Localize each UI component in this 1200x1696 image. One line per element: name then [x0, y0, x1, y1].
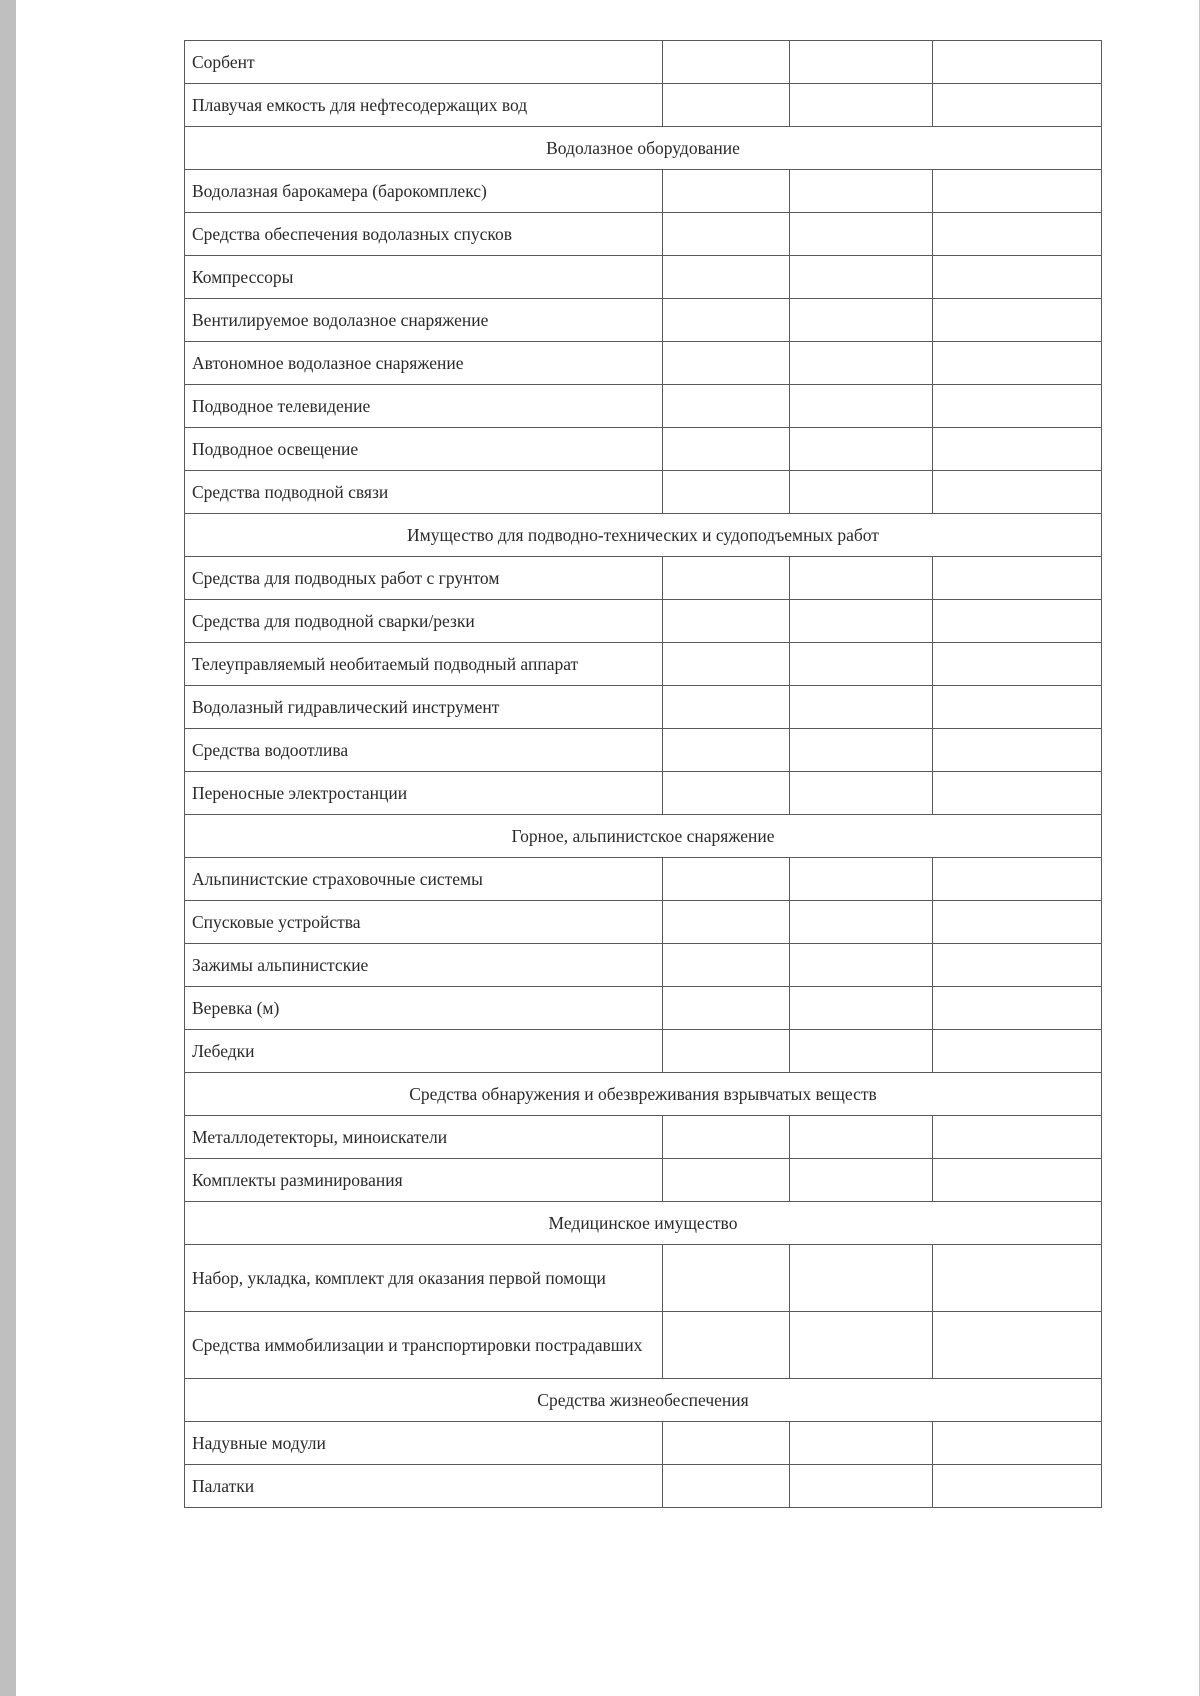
empty-value-cell-3: [933, 1159, 1102, 1202]
section-title: Средства жизнеобеспечения: [185, 1379, 1102, 1422]
empty-value-cell-3: [933, 858, 1102, 901]
table-row: [185, 1312, 1102, 1379]
empty-value-cell-3: [933, 471, 1102, 514]
empty-value-cell-2: [790, 600, 933, 643]
empty-value-cell-2: [790, 1030, 933, 1073]
empty-value-cell-2: [790, 1245, 933, 1312]
table-row: [185, 729, 1102, 772]
section-header-row: [185, 1073, 1102, 1116]
equipment-table-body: [185, 41, 1102, 1508]
table-row: [185, 944, 1102, 987]
empty-value-cell-1: [663, 643, 790, 686]
empty-value-cell-3: [933, 170, 1102, 213]
table-row: [185, 256, 1102, 299]
empty-value-cell-1: [663, 471, 790, 514]
item-name-cell: Веревка (м): [185, 987, 663, 1030]
empty-value-cell-2: [790, 987, 933, 1030]
section-header-row: [185, 815, 1102, 858]
empty-value-cell-2: [790, 944, 933, 987]
empty-value-cell-2: [790, 385, 933, 428]
item-name-cell: Подводное телевидение: [185, 385, 663, 428]
item-name-cell: Компрессоры: [185, 256, 663, 299]
table-row: [185, 1116, 1102, 1159]
table-row: [185, 1159, 1102, 1202]
empty-value-cell-3: [933, 1245, 1102, 1312]
empty-value-cell-2: [790, 1312, 933, 1379]
empty-value-cell-1: [663, 342, 790, 385]
empty-value-cell-1: [663, 84, 790, 127]
empty-value-cell-3: [933, 1116, 1102, 1159]
empty-value-cell-2: [790, 471, 933, 514]
table-row: [185, 1245, 1102, 1312]
empty-value-cell-3: [933, 901, 1102, 944]
table-row: [185, 600, 1102, 643]
item-name-cell: Спусковые устройства: [185, 901, 663, 944]
section-header-row: [185, 514, 1102, 557]
empty-value-cell-3: [933, 342, 1102, 385]
empty-value-cell-1: [663, 987, 790, 1030]
empty-value-cell-2: [790, 428, 933, 471]
empty-value-cell-2: [790, 729, 933, 772]
table-row: [185, 686, 1102, 729]
item-name-cell: Средства обеспечения водолазных спусков: [185, 213, 663, 256]
empty-value-cell-1: [663, 1116, 790, 1159]
table-row: [185, 987, 1102, 1030]
item-name-cell: Металлодетекторы, миноискатели: [185, 1116, 663, 1159]
table-row: [185, 299, 1102, 342]
empty-value-cell-3: [933, 1422, 1102, 1465]
empty-value-cell-1: [663, 41, 790, 84]
table-row: [185, 428, 1102, 471]
empty-value-cell-3: [933, 729, 1102, 772]
empty-value-cell-2: [790, 643, 933, 686]
item-name-cell: Альпинистские страховочные системы: [185, 858, 663, 901]
item-name-cell: Водолазный гидравлический инструмент: [185, 686, 663, 729]
item-name-cell: Автономное водолазное снаряжение: [185, 342, 663, 385]
item-name-cell: Средства для подводных работ с грунтом: [185, 557, 663, 600]
table-row: [185, 170, 1102, 213]
table-row: [185, 213, 1102, 256]
item-name-cell: Комплекты разминирования: [185, 1159, 663, 1202]
empty-value-cell-2: [790, 342, 933, 385]
empty-value-cell-3: [933, 385, 1102, 428]
empty-value-cell-2: [790, 41, 933, 84]
empty-value-cell-1: [663, 170, 790, 213]
table-row: [185, 342, 1102, 385]
empty-value-cell-2: [790, 299, 933, 342]
empty-value-cell-2: [790, 84, 933, 127]
equipment-table: [184, 40, 1102, 1508]
table-row: [185, 471, 1102, 514]
empty-value-cell-1: [663, 1159, 790, 1202]
item-name-cell: Палатки: [185, 1465, 663, 1508]
empty-value-cell-1: [663, 1030, 790, 1073]
item-name-cell: Зажимы альпинистские: [185, 944, 663, 987]
section-header-row: [185, 127, 1102, 170]
empty-value-cell-1: [663, 428, 790, 471]
table-row: [185, 901, 1102, 944]
empty-value-cell-3: [933, 84, 1102, 127]
empty-value-cell-1: [663, 1312, 790, 1379]
empty-value-cell-1: [663, 299, 790, 342]
empty-value-cell-3: [933, 686, 1102, 729]
empty-value-cell-3: [933, 987, 1102, 1030]
table-row: [185, 1030, 1102, 1073]
section-title: Водолазное оборудование: [185, 127, 1102, 170]
empty-value-cell-3: [933, 1030, 1102, 1073]
empty-value-cell-3: [933, 428, 1102, 471]
item-name-cell: Сорбент: [185, 41, 663, 84]
empty-value-cell-2: [790, 1422, 933, 1465]
empty-value-cell-1: [663, 557, 790, 600]
empty-value-cell-2: [790, 1465, 933, 1508]
scan-left-margin-strip: [0, 0, 16, 1696]
empty-value-cell-1: [663, 901, 790, 944]
empty-value-cell-3: [933, 256, 1102, 299]
empty-value-cell-3: [933, 213, 1102, 256]
empty-value-cell-1: [663, 1422, 790, 1465]
item-name-cell: Вентилируемое водолазное снаряжение: [185, 299, 663, 342]
item-name-cell: Средства водоотлива: [185, 729, 663, 772]
empty-value-cell-1: [663, 686, 790, 729]
table-row: [185, 41, 1102, 84]
section-header-row: [185, 1202, 1102, 1245]
item-name-cell: Плавучая емкость для нефтесодержащих вод: [185, 84, 663, 127]
empty-value-cell-2: [790, 170, 933, 213]
table-row: [185, 84, 1102, 127]
item-name-cell: Подводное освещение: [185, 428, 663, 471]
empty-value-cell-1: [663, 213, 790, 256]
empty-value-cell-3: [933, 944, 1102, 987]
section-title: Имущество для подводно-технических и судоподъемных работ: [185, 514, 1102, 557]
empty-value-cell-2: [790, 256, 933, 299]
empty-value-cell-2: [790, 858, 933, 901]
empty-value-cell-1: [663, 1245, 790, 1312]
item-name-cell: Лебедки: [185, 1030, 663, 1073]
empty-value-cell-1: [663, 858, 790, 901]
table-row: [185, 772, 1102, 815]
empty-value-cell-3: [933, 299, 1102, 342]
item-name-cell: Средства иммобилизации и транспортировки пострадавших: [185, 1312, 663, 1379]
table-row: [185, 557, 1102, 600]
table-row: [185, 1465, 1102, 1508]
item-name-cell: Телеуправляемый необитаемый подводный аппарат: [185, 643, 663, 686]
empty-value-cell-1: [663, 729, 790, 772]
empty-value-cell-2: [790, 1116, 933, 1159]
empty-value-cell-1: [663, 385, 790, 428]
empty-value-cell-2: [790, 213, 933, 256]
empty-value-cell-1: [663, 600, 790, 643]
empty-value-cell-1: [663, 1465, 790, 1508]
item-name-cell: Переносные электростанции: [185, 772, 663, 815]
item-name-cell: Средства для подводной сварки/резки: [185, 600, 663, 643]
table-row: [185, 1422, 1102, 1465]
empty-value-cell-3: [933, 557, 1102, 600]
empty-value-cell-1: [663, 944, 790, 987]
empty-value-cell-2: [790, 557, 933, 600]
section-header-row: [185, 1379, 1102, 1422]
empty-value-cell-3: [933, 41, 1102, 84]
empty-value-cell-3: [933, 772, 1102, 815]
table-row: [185, 858, 1102, 901]
section-title: Средства обнаружения и обезвреживания взрывчатых веществ: [185, 1073, 1102, 1116]
empty-value-cell-3: [933, 1312, 1102, 1379]
table-row: [185, 385, 1102, 428]
empty-value-cell-3: [933, 1465, 1102, 1508]
empty-value-cell-1: [663, 256, 790, 299]
empty-value-cell-3: [933, 600, 1102, 643]
section-title: Горное, альпинистское снаряжение: [185, 815, 1102, 858]
empty-value-cell-2: [790, 686, 933, 729]
table-row: [185, 643, 1102, 686]
empty-value-cell-3: [933, 643, 1102, 686]
item-name-cell: Средства подводной связи: [185, 471, 663, 514]
item-name-cell: Набор, укладка, комплект для оказания первой помощи: [185, 1245, 663, 1312]
empty-value-cell-2: [790, 901, 933, 944]
empty-value-cell-2: [790, 1159, 933, 1202]
section-title: Медицинское имущество: [185, 1202, 1102, 1245]
item-name-cell: Надувные модули: [185, 1422, 663, 1465]
empty-value-cell-1: [663, 772, 790, 815]
item-name-cell: Водолазная барокамера (барокомплекс): [185, 170, 663, 213]
empty-value-cell-2: [790, 772, 933, 815]
